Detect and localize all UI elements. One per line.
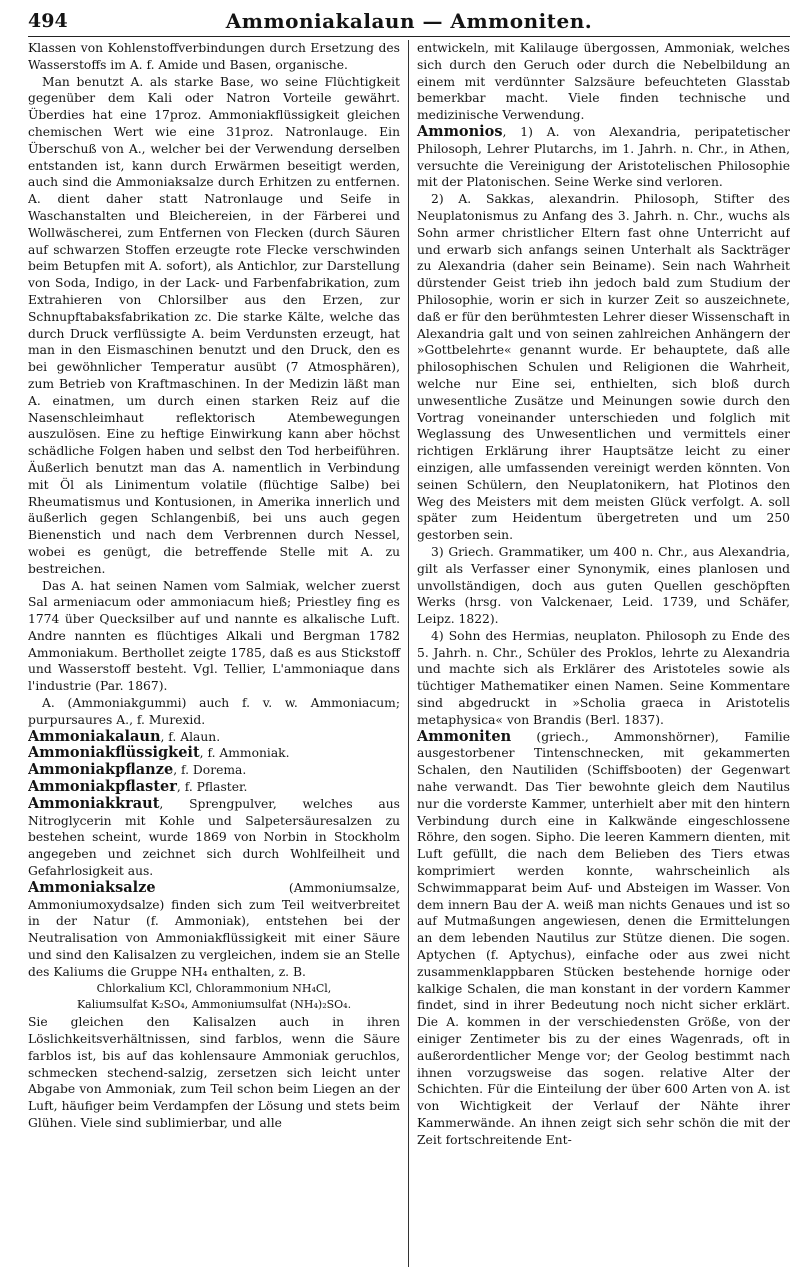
entry-text: , f. Pflaster. <box>176 780 248 795</box>
headword: Ammoniakpflaster <box>28 778 177 796</box>
running-title: Ammoniakalaun — Ammoniten. <box>225 9 593 33</box>
entry-ammoniaksalze <box>28 880 400 981</box>
entry-subitem: 4) Sohn des Hermias, neuplaton. Philosoph zu Ende des 5. Jahrh. n. Chr., Schüler des Proklos, lehrte zu Alexandria und machte sich als Erklärer des Aristoteles sowie als tüchtiger Mathematiker einen Namen. Seine Kommentare sind abgedruckt in »Scholia graeca in Aristotelis metaphysica« von Brandis (Berl. 1837). <box>417 628 790 727</box>
headword: Ammoniaksalze <box>28 878 156 896</box>
headword: Ammoniakkraut <box>28 794 160 812</box>
left-column <box>28 40 409 1267</box>
headword: Ammoniten <box>417 727 512 745</box>
paragraph: Das A. hat seinen Namen vom Salmiak, welcher zuerst Sal armeniacum oder ammoniacum hieß; Priestley fing es 1774 über Quecksilber auf und nannte es alkalische Luft. Andre nannten es flüchtiges Alkali und Bergman 1782 Ammoniakum. Berthollet zeigte 1785, daß es aus Stickstoff und Wasserstoff besteht. Vgl. Tellier, L'ammoniaque dans l'industrie (Par. 1867). <box>28 578 400 694</box>
entry-text: (Ammoniumsalze, Ammoniumoxydsalze) finden sich zum Teil weitverbreitet in der Natur (f. Ammoniak), entstehen bei der Neutralisation von Ammoniakflüssigkeit mit einer Säure und sind den Kalisalzen zu vergleichen, indem sie an Stelle des Kaliums die Gruppe NH₄ enthalten, z. B. <box>28 880 400 979</box>
entry-text: , Sprengpulver, welches aus Nitroglycerin mit Kohle und Salpetersäuresalzen zu bestehen scheint, wurde 1869 von Norbin in Stockholm angegeben und zeichnet sich durch Wohlfeilheit und Gefahrlosigkeit aus. <box>28 796 400 879</box>
headword: Ammoniakpflanze <box>28 761 174 779</box>
headword: Ammoniakflüssigkeit <box>28 744 200 762</box>
right-column <box>409 40 790 1267</box>
entry-ammoniakpflaster <box>28 779 400 796</box>
paragraph: Man benutzt A. als starke Base, wo seine Flüchtigkeit gegenüber dem Kali oder Natron Vorteile gewährt. Überdies hat eine 17proz. Ammoniakflüssigkeit gleichen chemischen Wert wie eine 31proz. Natronlauge. Ein Überschuß von A., welcher bei der Verwendung derselben entstanden ist, kann durch Erwärmen beseitigt werden, auch sind die Ammoniaksalze durch Erhitzen zu entfernen. A. dient daher statt Natronlauge und Seife in Waschanstalten und Bleichereien, in der Färberei und Wollwäscherei, zum Entfernen von Flecken (durch Säuren auf schwarzen Stoffen erzeugte rote Flecke verschwinden beim Betupfen mit A. sofort), als Antichlor, zur Darstellung von Soda, Indigo, in der Lack- und Farbenfabrikation, zum Extrahieren von Chlorsilber aus den Erzen, zur Schnupftabaksfabrikation zc. Die starke Kälte, welche das durch Druck verflüssigte A. beim Verdunsten erzeugt, hat man in den Eismaschinen benutzt und den Druck, den es bei gewöhnlicher Temperatur ausübt (7 Atmosphären), zum Betrieb von Kraftmaschinen. In der Medizin läßt man A. einatmen, um durch einen starken Reiz auf die Nasenschleimhaut reflektorisch Atembewegungen auszulösen. Eine zu heftige Einwirkung kann aber höchst schädliche Folgen haben und selbst den Tod herbeiführen. Äußerlich benutzt man das A. namentlich in Verbindung mit Öl als Linimentum volatile (flüchtige Salbe) bei Rheumatismus und Kontusionen, in Amerika innerlich und äußerlich gegen Schlangenbiß, bei uns auch gegen Bienenstich und nach dem Verbrennen durch Nessel, wobei es genügt, die betreffende Stelle mit A. zu bestreichen. <box>28 74 400 576</box>
paragraph: A. (Ammoniakgummi) auch f. v. w. Ammoniacum; purpursaures A., f. Murexid. <box>28 696 400 727</box>
headword: Ammoniakalaun <box>28 727 161 745</box>
entry-subitem: 3) Griech. Grammatiker, um 400 n. Chr., aus Alexandria, gilt als Verfasser einer Synonymik, eines planlosen und unvollständigen, doch aus guten Quellen geschöpften Werks (hrsg. von Valckenaer, Leid. 1739, und Schäfer, Leipz. 1822). <box>417 544 790 627</box>
entry-ammoniten <box>417 729 790 1149</box>
entry-subitem: 2) A. Sakkas, alexandrin. Philosoph, Stifter des Neuplatonismus zu Anfang des 3. Jahrh. n. Chr., wuchs als Sohn armer christlicher Eltern fast ohne Unterricht auf und erwarb sich anfangs seinen Unterhalt als Sackträger zu Alexandria (daher sein Beiname). Sein nach Wahrheit dürstender Geist trieb ihn jedoch bald zum Studium der Philosophie, worin er sich in kurzer Zeit so auszeichnete, daß er für den berühmtesten Lehrer dieser Wissenschaft in Alexandria galt und von seinen zahlreichen Anhängern der »Gottbelehrte« genannt wurde. Er behauptete, daß alle philosophischen Schulen und Religionen die Wahrheit, welche nur Eine sei, enthielten, sich bloß durch unwesentliche Zusätze und Meinungen sowie durch den Vortrag voneinander unterschieden und folglich mit Weglassung des Unwesentlichen und vermittels einer richtigen Erklärung ihrer Hauptsätze leicht zu einer einzigen, alle umfassenden vereinigt werden könnten. Von seinen Schülern, den Neuplatonikern, hat Plotinos den Weg des Meisters mit dem meisten Glück verfolgt. A. soll später zum Heidentum übergetreten und um 250 gestorben sein. <box>417 192 790 543</box>
text-columns <box>28 40 790 1267</box>
formula-line: Chlorkalium KCl, Chlorammonium NH₄Cl, <box>96 981 332 995</box>
entry-text: , f. Dorema. <box>173 763 247 778</box>
entry-ammonios <box>417 124 790 191</box>
entry-text: , f. Alaun. <box>160 729 221 744</box>
paragraph: Sie gleichen den Kalisalzen auch in ihren Löslichkeitsverhältnissen, sind farblos, wenn die Säure farblos ist, bis auf das kohlensaure Ammoniak geruchlos, schmecken stechend-salzig, zersetzen sich leicht unter Abgabe von Ammoniak, zum Teil schon beim Liegen an der Luft, häufiger beim Verdampfen der Lösung und stets beim Glühen. Viele sind sublimierbar, und alle <box>28 1015 400 1130</box>
page-header <box>28 0 790 37</box>
entry-text: , 1) A. von Alexandria, peripatetischer Philosoph, Lehrer Plutarchs, im 1. Jahrh. n. Chr., in Athen, versuchte die Vereinigung der Aristotelischen Philosophie mit der Platonischen. Seine Werke sind verloren. <box>417 124 790 190</box>
page-number: 494 <box>28 10 68 32</box>
headword: Ammonios <box>417 122 503 140</box>
entry-ammoniakkraut <box>28 796 400 880</box>
entry-text: , f. Ammoniak. <box>199 746 290 761</box>
paragraph: entwickeln, mit Kalilauge übergossen, Ammoniak, welches sich durch den Geruch oder durch die Nebelbildung an einem mit verdünnter Salzsäure befeuchteten Glasstab bemerkbar macht. Viele finden technische und medizinische Verwendung. <box>417 41 790 123</box>
entry-ammoniakalaun <box>28 729 400 746</box>
entry-ammoniakpflanze <box>28 762 400 779</box>
entry-text: (griech., Ammonshörner), Familie ausgestorbener Tintenschnecken, mit gekammerten Schalen, den Nautiliden (Schiffsbooten) der Gegenwart nahe verwandt. Das Tier bewohnte gleich dem Nautilus nur die vorderste Kammer, unterhielt aber mit den hintern Verbindung durch eine in Kalkwände eingeschlossene Röhre, den sogen. Sipho. Die leeren Kammern dienten, mit Luft gefüllt, die nach dem Belieben des Tiers etwas komprimiert werden konnte, wahrscheinlich als Schwimmapparat beim Auf- und Absteigen im Wasser. Von dem innern Bau der A. weiß man nichts Genaues und ist so auf Mutmaßungen angewiesen, denen die Ermittelungen an dem lebenden Nautilus zur Stütze dienen. Die sogen. Aptychen (f. Aptychus), einfache oder aus zwei nicht zusammenklappbaren Stücken bestehende hornige oder kalkige Schalen, die man konstant in der vordern Kammer findet, sind in ihrer Bedeutung noch nicht sicher erklärt. Die A. kommen in der verschiedensten Größe, von der einiger Zentimeter bis zu der eines Wagenrads, oft in außerordentlicher Menge vor; der Geolog bestimmt nach ihnen vorzugsweise das sogen. relative Alter der Schichten. Für die Einteilung der über 600 Arten von A. ist von Wichtigkeit der Verlauf der Nähte ihrer Kammerwände. An ihnen zeigt sich sehr schön die mit der Zeit fortschreitende Ent- <box>417 729 790 1147</box>
paragraph: Klassen von Kohlenstoffverbindungen durch Ersetzung des Wasserstoffs im A. f. Amide und Basen, organische. <box>28 41 400 72</box>
formula-line: Kaliumsulfat K₂SO₄, Ammoniumsulfat (NH₄)₂SO₄. <box>76 998 352 1012</box>
entry-ammoniakfluessigkeit <box>28 745 400 762</box>
